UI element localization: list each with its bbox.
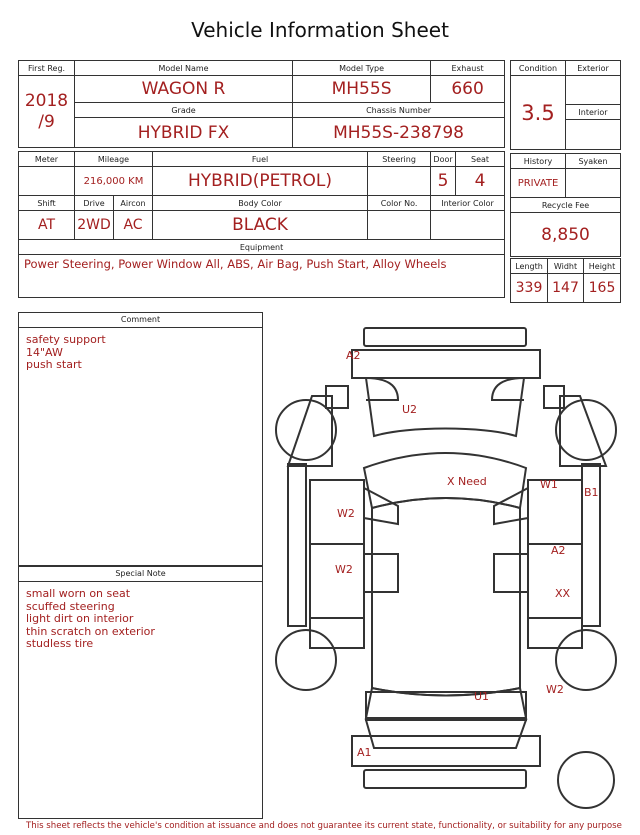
grade-label: Grade bbox=[75, 103, 293, 118]
special-note-line: small worn on seat bbox=[26, 587, 131, 600]
special-note-line: scuffed steering bbox=[26, 599, 115, 613]
chassis-value: MH55S-238798 bbox=[293, 118, 505, 148]
color-no-value bbox=[368, 211, 431, 240]
interior-color-label: Interior Color bbox=[431, 196, 505, 211]
comment-heading: Comment bbox=[19, 313, 262, 328]
front-right-wheel-icon bbox=[556, 400, 616, 460]
front-bumper-top bbox=[364, 328, 526, 346]
comment-line: safety support bbox=[26, 333, 106, 346]
special-note-box bbox=[18, 566, 263, 819]
grade-value: HYBRID FX bbox=[75, 118, 293, 148]
vehicle-info-table bbox=[18, 60, 505, 298]
left-rear-door bbox=[310, 544, 364, 618]
dimensions-table bbox=[510, 258, 621, 303]
interior-color-value bbox=[431, 211, 505, 240]
mark-left-front-door: W2 bbox=[337, 507, 355, 520]
equipment-label: Equipment bbox=[19, 240, 505, 255]
front-left-fender-arch bbox=[366, 378, 398, 400]
aircon-label: Aircon bbox=[114, 196, 153, 211]
equipment-value: Power Steering, Power Window All, ABS, Air Bag, Push Start, Alloy Wheels bbox=[19, 255, 505, 298]
mark-trunk: U1 bbox=[474, 690, 490, 703]
front-left-wheel-icon bbox=[276, 400, 336, 460]
syaken-label: Syaken bbox=[566, 154, 621, 169]
first-reg-month: /9 bbox=[38, 111, 55, 132]
body-color-label: Body Color bbox=[153, 196, 368, 211]
mark-left-rear-door: W2 bbox=[335, 563, 353, 576]
mark-right-front-door: W1 bbox=[540, 478, 558, 491]
special-note-heading: Special Note bbox=[19, 567, 262, 582]
front-bumper bbox=[352, 350, 540, 378]
mark-right-rear-panel: XX bbox=[555, 587, 571, 600]
mark-rear-bumper: A1 bbox=[357, 746, 372, 759]
special-note-line: studless tire bbox=[26, 637, 94, 650]
mileage-label: Mileage bbox=[75, 152, 153, 167]
left-side-strip bbox=[288, 464, 306, 626]
chassis-label: Chassis Number bbox=[293, 103, 505, 118]
special-note-line: thin scratch on exterior bbox=[26, 624, 155, 638]
condition-label: Condition bbox=[511, 61, 566, 76]
mark-front-top: A2 bbox=[346, 349, 361, 362]
recycle-fee-value: 8,850 bbox=[511, 213, 621, 257]
model-type-value: MH55S bbox=[293, 76, 431, 103]
rear-hatch bbox=[366, 720, 526, 748]
shift-value: AT bbox=[19, 211, 75, 240]
mark-hood: U2 bbox=[402, 403, 418, 416]
special-note-lines bbox=[19, 582, 262, 651]
seat-label: Seat bbox=[456, 152, 505, 167]
exterior-label: Exterior bbox=[566, 61, 621, 76]
length-value: 339 bbox=[511, 274, 548, 303]
model-name-value: WAGON R bbox=[75, 76, 293, 103]
roof bbox=[372, 498, 520, 696]
width-value: 147 bbox=[548, 274, 584, 303]
door-value: 5 bbox=[431, 167, 456, 196]
exhaust-value: 660 bbox=[431, 76, 505, 103]
recycle-fee-label: Recycle Fee bbox=[511, 198, 621, 213]
rear-bumper bbox=[352, 736, 540, 766]
aircon-value: AC bbox=[114, 211, 153, 240]
comment-line: 14"AW bbox=[26, 345, 63, 359]
seat-value: 4 bbox=[456, 167, 505, 196]
height-value: 165 bbox=[584, 274, 621, 303]
first-reg-label: First Reg. bbox=[19, 61, 75, 76]
exhaust-label: Exhaust bbox=[431, 61, 505, 76]
steering-value bbox=[368, 167, 431, 196]
door-label: Door bbox=[431, 152, 456, 167]
width-label: Widht bbox=[548, 259, 584, 274]
rear-left-wheel-icon bbox=[276, 630, 336, 690]
disclaimer-footer: This sheet reflects the vehicle's condition at issuance and does not guarantee its current state, functionality, or suitability for any purpose bbox=[26, 821, 622, 831]
mark-right-quarter: W2 bbox=[546, 683, 564, 696]
right-b-pillar bbox=[494, 554, 528, 592]
syaken-value bbox=[566, 169, 621, 198]
history-label: History bbox=[511, 154, 566, 169]
condition-table bbox=[510, 60, 621, 150]
left-b-pillar bbox=[364, 554, 398, 592]
meter-value bbox=[19, 167, 75, 196]
drive-value: 2WD bbox=[75, 211, 114, 240]
drive-label: Drive bbox=[75, 196, 114, 211]
history-value: PRIVATE bbox=[511, 169, 566, 198]
rear-bumper-bottom bbox=[364, 770, 526, 788]
comment-lines bbox=[19, 328, 262, 372]
spare-tire-icon bbox=[558, 752, 614, 808]
mark-right-rear-door: A2 bbox=[551, 544, 566, 557]
first-reg-value bbox=[19, 76, 75, 148]
hood bbox=[366, 378, 524, 436]
fuel-value: HYBRID(PETROL) bbox=[153, 167, 368, 196]
fuel-label: Fuel bbox=[153, 152, 368, 167]
comment-line: push start bbox=[26, 358, 82, 371]
interior-value bbox=[566, 120, 621, 150]
first-reg-year: 2018 bbox=[24, 90, 69, 111]
front-right-fender-arch bbox=[492, 378, 524, 400]
condition-score: 3.5 bbox=[511, 76, 566, 150]
length-label: Length bbox=[511, 259, 548, 274]
history-table bbox=[510, 153, 621, 257]
mark-right-side: B1 bbox=[584, 486, 599, 499]
mileage-value: 216,000 KM bbox=[75, 167, 153, 196]
model-name-label: Model Name bbox=[75, 61, 293, 76]
page-title: Vehicle Information Sheet bbox=[191, 18, 449, 42]
steering-label: Steering bbox=[368, 152, 431, 167]
interior-label: Interior bbox=[566, 105, 621, 120]
meter-label: Meter bbox=[19, 152, 75, 167]
shift-label: Shift bbox=[19, 196, 75, 211]
car-damage-diagram bbox=[268, 318, 628, 818]
exterior-value bbox=[566, 76, 621, 105]
mark-roof: X Need bbox=[447, 475, 487, 488]
comment-box bbox=[18, 312, 263, 566]
height-label: Height bbox=[584, 259, 621, 274]
rear-right-wheel-icon bbox=[556, 630, 616, 690]
special-note-line: light dirt on interior bbox=[26, 612, 134, 625]
model-type-label: Model Type bbox=[293, 61, 431, 76]
body-color-value: BLACK bbox=[153, 211, 368, 240]
color-no-label: Color No. bbox=[368, 196, 431, 211]
